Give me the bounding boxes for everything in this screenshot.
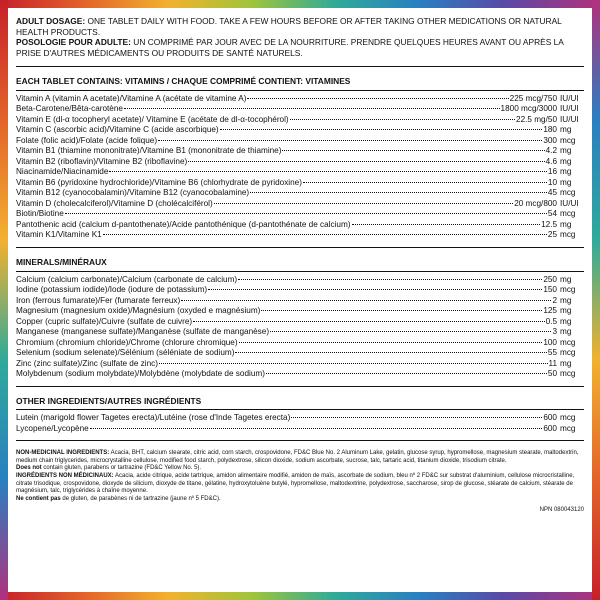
ingredient-amount: 25 bbox=[547, 230, 557, 240]
ingredient-amount: 3 bbox=[552, 327, 557, 337]
ingredient-amount: 4.2 bbox=[545, 146, 557, 156]
dot-leader bbox=[208, 289, 542, 290]
ingredient-row bbox=[16, 220, 584, 231]
ingredient-amount: 0.5 bbox=[545, 316, 557, 326]
dot-leader bbox=[235, 352, 546, 353]
dot-leader bbox=[290, 119, 515, 120]
dot-leader bbox=[65, 213, 547, 214]
nmi-fr: INGRÉDIENTS NON MÉDICINAUX: Acacia, acide citrique, acide tartrique, amidon alimentaire modifié, amidon de maïs, ascorbate de sodium, bleu nº 2 FD&C sur substrat d'aluminium, cellulose microcristalline, citrate trisodique, crospovidone, dioxyde de silicium, dioxyde de titane, gélatine, hydroxytoluène butylé, hypromellose, maltodextrine, polydextrose, saccharose, sirop de glucose, stéarate de calcium, stéarate de magnésium, talc, triglycérides à chaîne moyenne. bbox=[16, 472, 575, 495]
ingredient-name: Beta-Carotene/Bêta-carotène bbox=[16, 104, 123, 114]
npn-number: NPN 080043120 bbox=[539, 507, 584, 514]
ingredient-unit: mcg bbox=[560, 230, 576, 240]
ingredient-name: Copper (cupric sulfate)/Cuivre (sulfate de cuivre) bbox=[16, 316, 193, 326]
divider bbox=[16, 271, 584, 272]
ingredient-row bbox=[16, 115, 584, 126]
rainbow-border-right bbox=[592, 0, 600, 600]
ingredient-amount: 11 bbox=[548, 358, 557, 368]
ingredient-unit: mcg bbox=[560, 135, 576, 145]
ingredient-unit: mg bbox=[560, 125, 572, 135]
dot-leader bbox=[214, 203, 513, 204]
non-medicinal-ingredients bbox=[16, 450, 584, 503]
dot-leader bbox=[291, 417, 542, 418]
ingredient-row bbox=[16, 209, 584, 220]
ingredient-row bbox=[16, 136, 584, 147]
ingredient-row bbox=[16, 167, 584, 178]
ingredient-amount: 100 bbox=[543, 337, 557, 347]
ingredient-unit: mcg bbox=[560, 348, 576, 358]
vitamins-heading: EACH TABLET CONTAINS: VITAMINS / CHAQUE COMPRIMÉ CONTIENT: VITAMINES bbox=[16, 76, 351, 87]
dot-leader bbox=[239, 342, 543, 343]
ingredient-name: Niacinamide/Niacinamide bbox=[16, 167, 109, 177]
ingredient-amount: 1800 mcg/3000 bbox=[500, 104, 557, 114]
ingredient-unit: mcg bbox=[560, 413, 576, 423]
ingredient-name: Vitamin B2 (riboflavin)/Vitamine B2 (riboflavine) bbox=[16, 156, 188, 166]
ingredient-amount: 54 bbox=[547, 209, 557, 219]
dot-leader bbox=[181, 300, 551, 301]
rainbow-border-left bbox=[0, 0, 8, 600]
ingredient-row bbox=[16, 94, 584, 105]
ingredient-unit: mg bbox=[560, 219, 572, 229]
dot-leader bbox=[261, 310, 542, 311]
dot-leader bbox=[90, 428, 543, 429]
ingredient-name: Selenium (sodium selenate)/Sélénium (séléniate de sodium) bbox=[16, 348, 235, 358]
rainbow-border-top bbox=[0, 0, 600, 8]
ingredient-amount: 180 bbox=[543, 125, 557, 135]
divider bbox=[16, 247, 584, 248]
ingredient-row bbox=[16, 188, 584, 199]
dosage-block bbox=[16, 16, 584, 58]
minerals-heading: MINERALS/MINÉRAUX bbox=[16, 256, 107, 267]
ingredient-unit: mg bbox=[560, 146, 572, 156]
dosage-fr: POSOLOGIE POUR ADULTE: UN COMPRIMÉ PAR JOUR AVEC DE LA NOURRITURE. PRENDRE QUELQUES HEURES AVANT OU APRÈS LA PRISE D'AUTRES MÉDICAMENTS OU PRODUITS DE SANTÉ NATURELS. bbox=[16, 37, 564, 58]
ingredient-row bbox=[16, 306, 584, 317]
ingredient-name: Iodine (potassium iodide)/Iode (iodure de potassium) bbox=[16, 285, 208, 295]
ingredient-unit: mg bbox=[560, 306, 572, 316]
divider bbox=[16, 90, 584, 91]
divider bbox=[16, 440, 584, 441]
ingredient-name: Molybdenum (sodium molybdate)/Molybdène (molybdate de sodium) bbox=[16, 369, 265, 379]
ingredient-name: Chromium (chromium chloride)/Chrome (chlorure chromique) bbox=[16, 337, 238, 347]
ingredient-row bbox=[16, 104, 584, 115]
ingredient-row bbox=[16, 369, 584, 380]
ingredient-amount: 300 bbox=[543, 135, 557, 145]
ingredient-name: Iron (ferrous fumarate)/Fer (fumarate ferreux) bbox=[16, 295, 181, 305]
ingredient-unit: mg bbox=[560, 358, 572, 368]
ingredient-name: Vitamin D (cholecalciferol)/Vitamine D (cholécalciférol) bbox=[16, 198, 213, 208]
ingredient-unit: IU/UI bbox=[560, 104, 579, 114]
ingredient-amount: 45 bbox=[547, 188, 557, 198]
ingredient-row bbox=[16, 125, 584, 136]
ingredient-unit: IU/UI bbox=[560, 198, 579, 208]
ingredient-amount: 4.6 bbox=[545, 156, 557, 166]
ingredient-amount: 2 bbox=[552, 295, 557, 305]
ingredient-unit: mcg bbox=[560, 369, 576, 379]
ingredient-amount: 600 bbox=[543, 413, 557, 423]
ingredient-row bbox=[16, 199, 584, 210]
rainbow-border-bottom bbox=[0, 592, 600, 600]
ingredient-name: Calcium (calcium carbonate)/Calcium (carbonate de calcium) bbox=[16, 274, 238, 284]
ingredient-row bbox=[16, 296, 584, 307]
minerals-table bbox=[16, 275, 584, 380]
ingredient-amount: 20 mcg/800 bbox=[514, 198, 557, 208]
ingredient-amount: 150 bbox=[543, 285, 557, 295]
ingredient-row bbox=[16, 285, 584, 296]
dot-leader bbox=[352, 224, 541, 225]
ingredient-name: Vitamin B6 (pyridoxine hydrochloride)/Vitamine B6 (chlorhydrate de pyridoxine) bbox=[16, 177, 302, 187]
ingredient-amount: 50 bbox=[547, 369, 557, 379]
dot-leader bbox=[188, 161, 544, 162]
ingredient-name: Vitamin A (vitamin A acetate)/Vitamine A (acétate de vitamine A) bbox=[16, 93, 247, 103]
ingredient-unit: mg bbox=[560, 274, 572, 284]
ingredient-name: Vitamin B1 (thiamine mononitrate)/Vitamine B1 (mononitrate de thiamine) bbox=[16, 146, 282, 156]
ingredient-row bbox=[16, 348, 584, 359]
other-ingredients-table bbox=[16, 413, 584, 434]
ingredient-name: Folate (folic acid)/Folate (acide folique) bbox=[16, 135, 158, 145]
dosage-en: ADULT DOSAGE: ONE TABLET DAILY WITH FOOD. TAKE A FEW HOURS BEFORE OR AFTER TAKING OTHER MEDICATIONS OR NATURAL HEALTH PRODUCTS. bbox=[16, 16, 562, 37]
ingredient-name: Manganese (manganese sulfate)/Manganèse (sulfate de manganèse) bbox=[16, 327, 270, 337]
ingredient-unit: IU/UI bbox=[560, 93, 579, 103]
ingredient-name: Zinc (zinc sulfate)/Zinc (sulfate de zinc) bbox=[16, 358, 158, 368]
ingredient-name: Vitamin B12 (cyanocobalamin)/Vitamine B12 (cyanocobalamine) bbox=[16, 188, 250, 198]
ingredient-name: Pantothenic acid (calcium d-pantothenate)/Acide pantothénique (d-pantothénate de calcium) bbox=[16, 219, 351, 229]
ingredient-amount: 225 mcg/750 bbox=[509, 93, 557, 103]
ingredient-name: Vitamin E (dl-α tocopheryl acetate)/ Vitamine E (acétate de dl-α-tocophérol) bbox=[16, 114, 289, 124]
dot-leader bbox=[303, 182, 547, 183]
dot-leader bbox=[266, 373, 547, 374]
divider bbox=[16, 409, 584, 410]
ingredient-unit: mcg bbox=[560, 423, 576, 433]
dot-leader bbox=[250, 192, 547, 193]
divider bbox=[16, 386, 584, 387]
ingredient-row bbox=[16, 359, 584, 370]
ingredient-row bbox=[16, 230, 584, 241]
ingredient-unit: IU/UI bbox=[560, 114, 579, 124]
ingredient-name: Magnesium (magnesium oxide)/Magnésium (oxyded e magnésium) bbox=[16, 306, 261, 316]
ingredient-amount: 125 bbox=[543, 306, 557, 316]
dot-leader bbox=[247, 98, 508, 99]
ingredient-row bbox=[16, 327, 584, 338]
ingredient-unit: mg bbox=[560, 316, 572, 326]
dot-leader bbox=[103, 234, 547, 235]
ingredient-name: Vitamin C (ascorbic acid)/Vitamine C (acide ascorbique) bbox=[16, 125, 219, 135]
ingredient-row bbox=[16, 275, 584, 286]
vitamins-table bbox=[16, 94, 584, 241]
dot-leader bbox=[238, 279, 542, 280]
ingredient-unit: mg bbox=[560, 167, 572, 177]
ingredient-amount: 600 bbox=[543, 423, 557, 433]
other-ingredients-heading: OTHER INGREDIENTS/AUTRES INGRÉDIENTS bbox=[16, 395, 202, 406]
nmi-en: NON-MEDICINAL INGREDIENTS: Acacia, BHT, calcium stearate, citric acid, corn starch, crospovidone, FD&C Blue No. 2 Aluminum Lake, gelatin, glucose syrup, hypromellose, magnesium stearate, maltodextrin, medium chain triglycerides, microcrystalline cellulose, modified food starch, polydextrose, silicon dioxide, sodium ascorbate, sucrose, talc, tartaric acid, titanium dioxide, trisodium citrate. bbox=[16, 450, 579, 464]
ingredient-amount: 12.5 bbox=[541, 219, 557, 229]
ingredient-unit: mcg bbox=[560, 285, 576, 295]
free-from-en: Does not contain gluten, parabens or tartrazine (FD&C Yellow No. 5). bbox=[16, 465, 202, 472]
ingredient-amount: 10 bbox=[547, 177, 557, 187]
ingredient-row bbox=[16, 146, 584, 157]
ingredient-amount: 250 bbox=[543, 274, 557, 284]
ingredient-row bbox=[16, 178, 584, 189]
free-from-fr: Ne contient pas de gluten, de parabènes ni de tartrazine (jaune nº 5 FD&C). bbox=[16, 495, 221, 502]
ingredient-row bbox=[16, 338, 584, 349]
ingredient-amount: 55 bbox=[547, 348, 557, 358]
dot-leader bbox=[158, 140, 542, 141]
ingredient-name: Lycopene/Lycopène bbox=[16, 423, 89, 433]
ingredient-unit: mg bbox=[560, 177, 572, 187]
ingredient-name: Lutein (marigold flower Tagetes erecta)/Lutéine (rose d'Inde Tagetes erecta) bbox=[16, 413, 291, 423]
ingredient-row bbox=[16, 157, 584, 168]
ingredient-unit: mcg bbox=[560, 188, 576, 198]
dot-leader bbox=[159, 363, 548, 364]
ingredient-name: Vitamin K1/Vitamine K1 bbox=[16, 230, 102, 240]
dot-leader bbox=[124, 108, 500, 109]
dot-leader bbox=[270, 331, 551, 332]
ingredient-row bbox=[16, 317, 584, 328]
dot-leader bbox=[220, 129, 543, 130]
ingredient-unit: mg bbox=[560, 327, 572, 337]
ingredient-amount: 22.5 mg/50 bbox=[516, 114, 557, 124]
label-panel bbox=[16, 16, 584, 514]
dot-leader bbox=[282, 150, 544, 151]
ingredient-unit: mg bbox=[560, 156, 572, 166]
divider bbox=[16, 66, 584, 67]
dot-leader bbox=[193, 321, 545, 322]
ingredient-amount: 16 bbox=[547, 167, 557, 177]
ingredient-unit: mg bbox=[560, 295, 572, 305]
ingredient-unit: mcg bbox=[560, 337, 576, 347]
ingredient-row bbox=[16, 424, 584, 435]
ingredient-row bbox=[16, 413, 584, 424]
ingredient-name: Biotin/Biotine bbox=[16, 209, 64, 219]
ingredient-unit: mcg bbox=[560, 209, 576, 219]
dot-leader bbox=[109, 171, 547, 172]
